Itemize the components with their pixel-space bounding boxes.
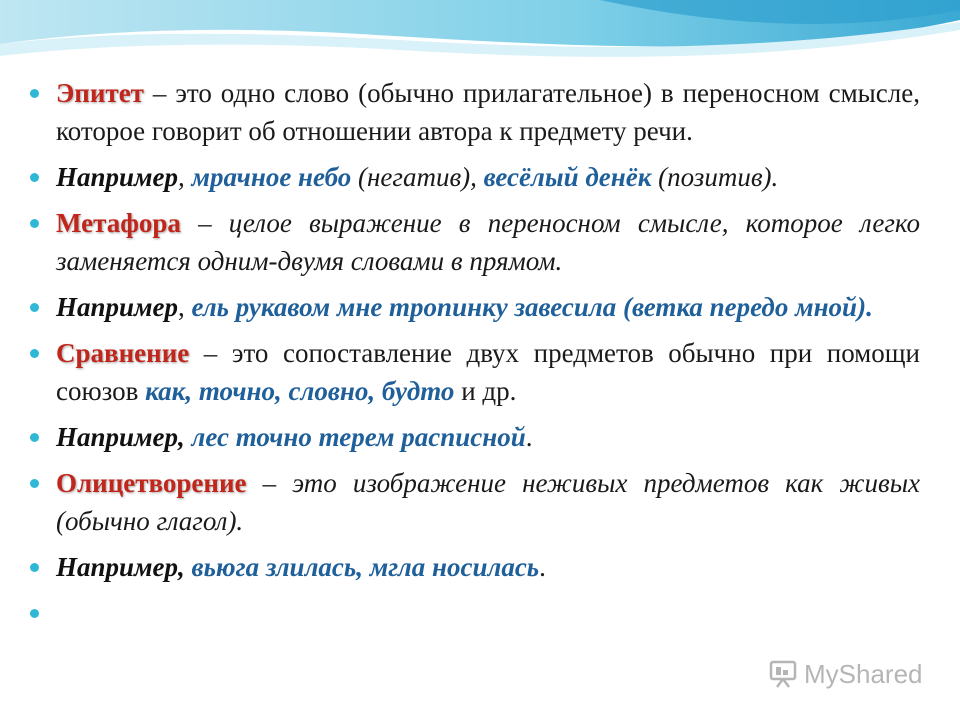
list-item [30,288,920,326]
list-item [30,334,920,410]
list-item [30,418,920,456]
list-item [30,204,920,280]
empty-list-item [30,594,920,624]
bullet-icon [30,303,39,312]
term-personification: Олицетворение [56,468,247,498]
text-fragment [185,422,192,452]
list-item [30,74,920,150]
text-fragment: , [178,292,192,322]
term-epithet: Эпитет [56,78,144,108]
text-fragment: . [525,422,533,452]
example-label: Например [56,162,179,192]
example-label: Например, [56,552,185,582]
example-text: лес точно терем расписной [191,422,526,452]
list-item [30,548,920,586]
bullet-icon [30,433,39,442]
text-fragment: , [178,162,192,192]
bullet-icon [30,349,39,358]
bullet-icon [30,479,39,488]
bullet-icon [30,219,39,228]
example-label: Например [56,292,179,322]
bullet-icon [30,89,39,98]
presentation-board-icon [768,659,798,689]
definition-text: – это сопоставление двух предметов обычно при помощи союзов [56,338,920,406]
example-text: мрачное небо [191,162,352,192]
definition-text: – целое выражение в переносном смысле, которое легко заменяется одним-двумя словами в прямом. [56,208,920,276]
term-metaphor: Метафора [56,208,181,238]
example-text: весёлый денёк [483,162,652,192]
bullet-icon [30,563,39,572]
list-item [30,158,920,196]
watermark-text: MyShared [804,658,923,689]
definition-text: – это изображение неживых предметов как живых (обычно глагол). [56,468,920,536]
text-fragment [185,552,192,582]
text-fragment: (негатив), [351,162,484,192]
list-item [30,464,920,540]
slide-content [30,74,920,632]
term-comparison: Сравнение [56,338,190,368]
example-label: Например, [56,422,185,452]
example-text: вьюга злилась, мгла носилась [191,552,540,582]
bullet-icon [30,173,39,182]
header-wave-decoration [0,0,960,80]
definition-text: – это одно слово (обычно прилагательное) в переносном смысле, которое говорит об отношении автора к предмету речи. [56,78,920,146]
bullet-icon [30,609,39,618]
text-fragment: . [539,552,546,582]
text-fragment: и др. [454,376,517,406]
text-fragment: (позитив). [651,162,779,192]
example-text: как, точно, словно, будто [145,376,455,406]
example-text: ель рукавом мне тропинку завесила (ветка передо мной). [191,292,873,322]
watermark [768,656,923,692]
